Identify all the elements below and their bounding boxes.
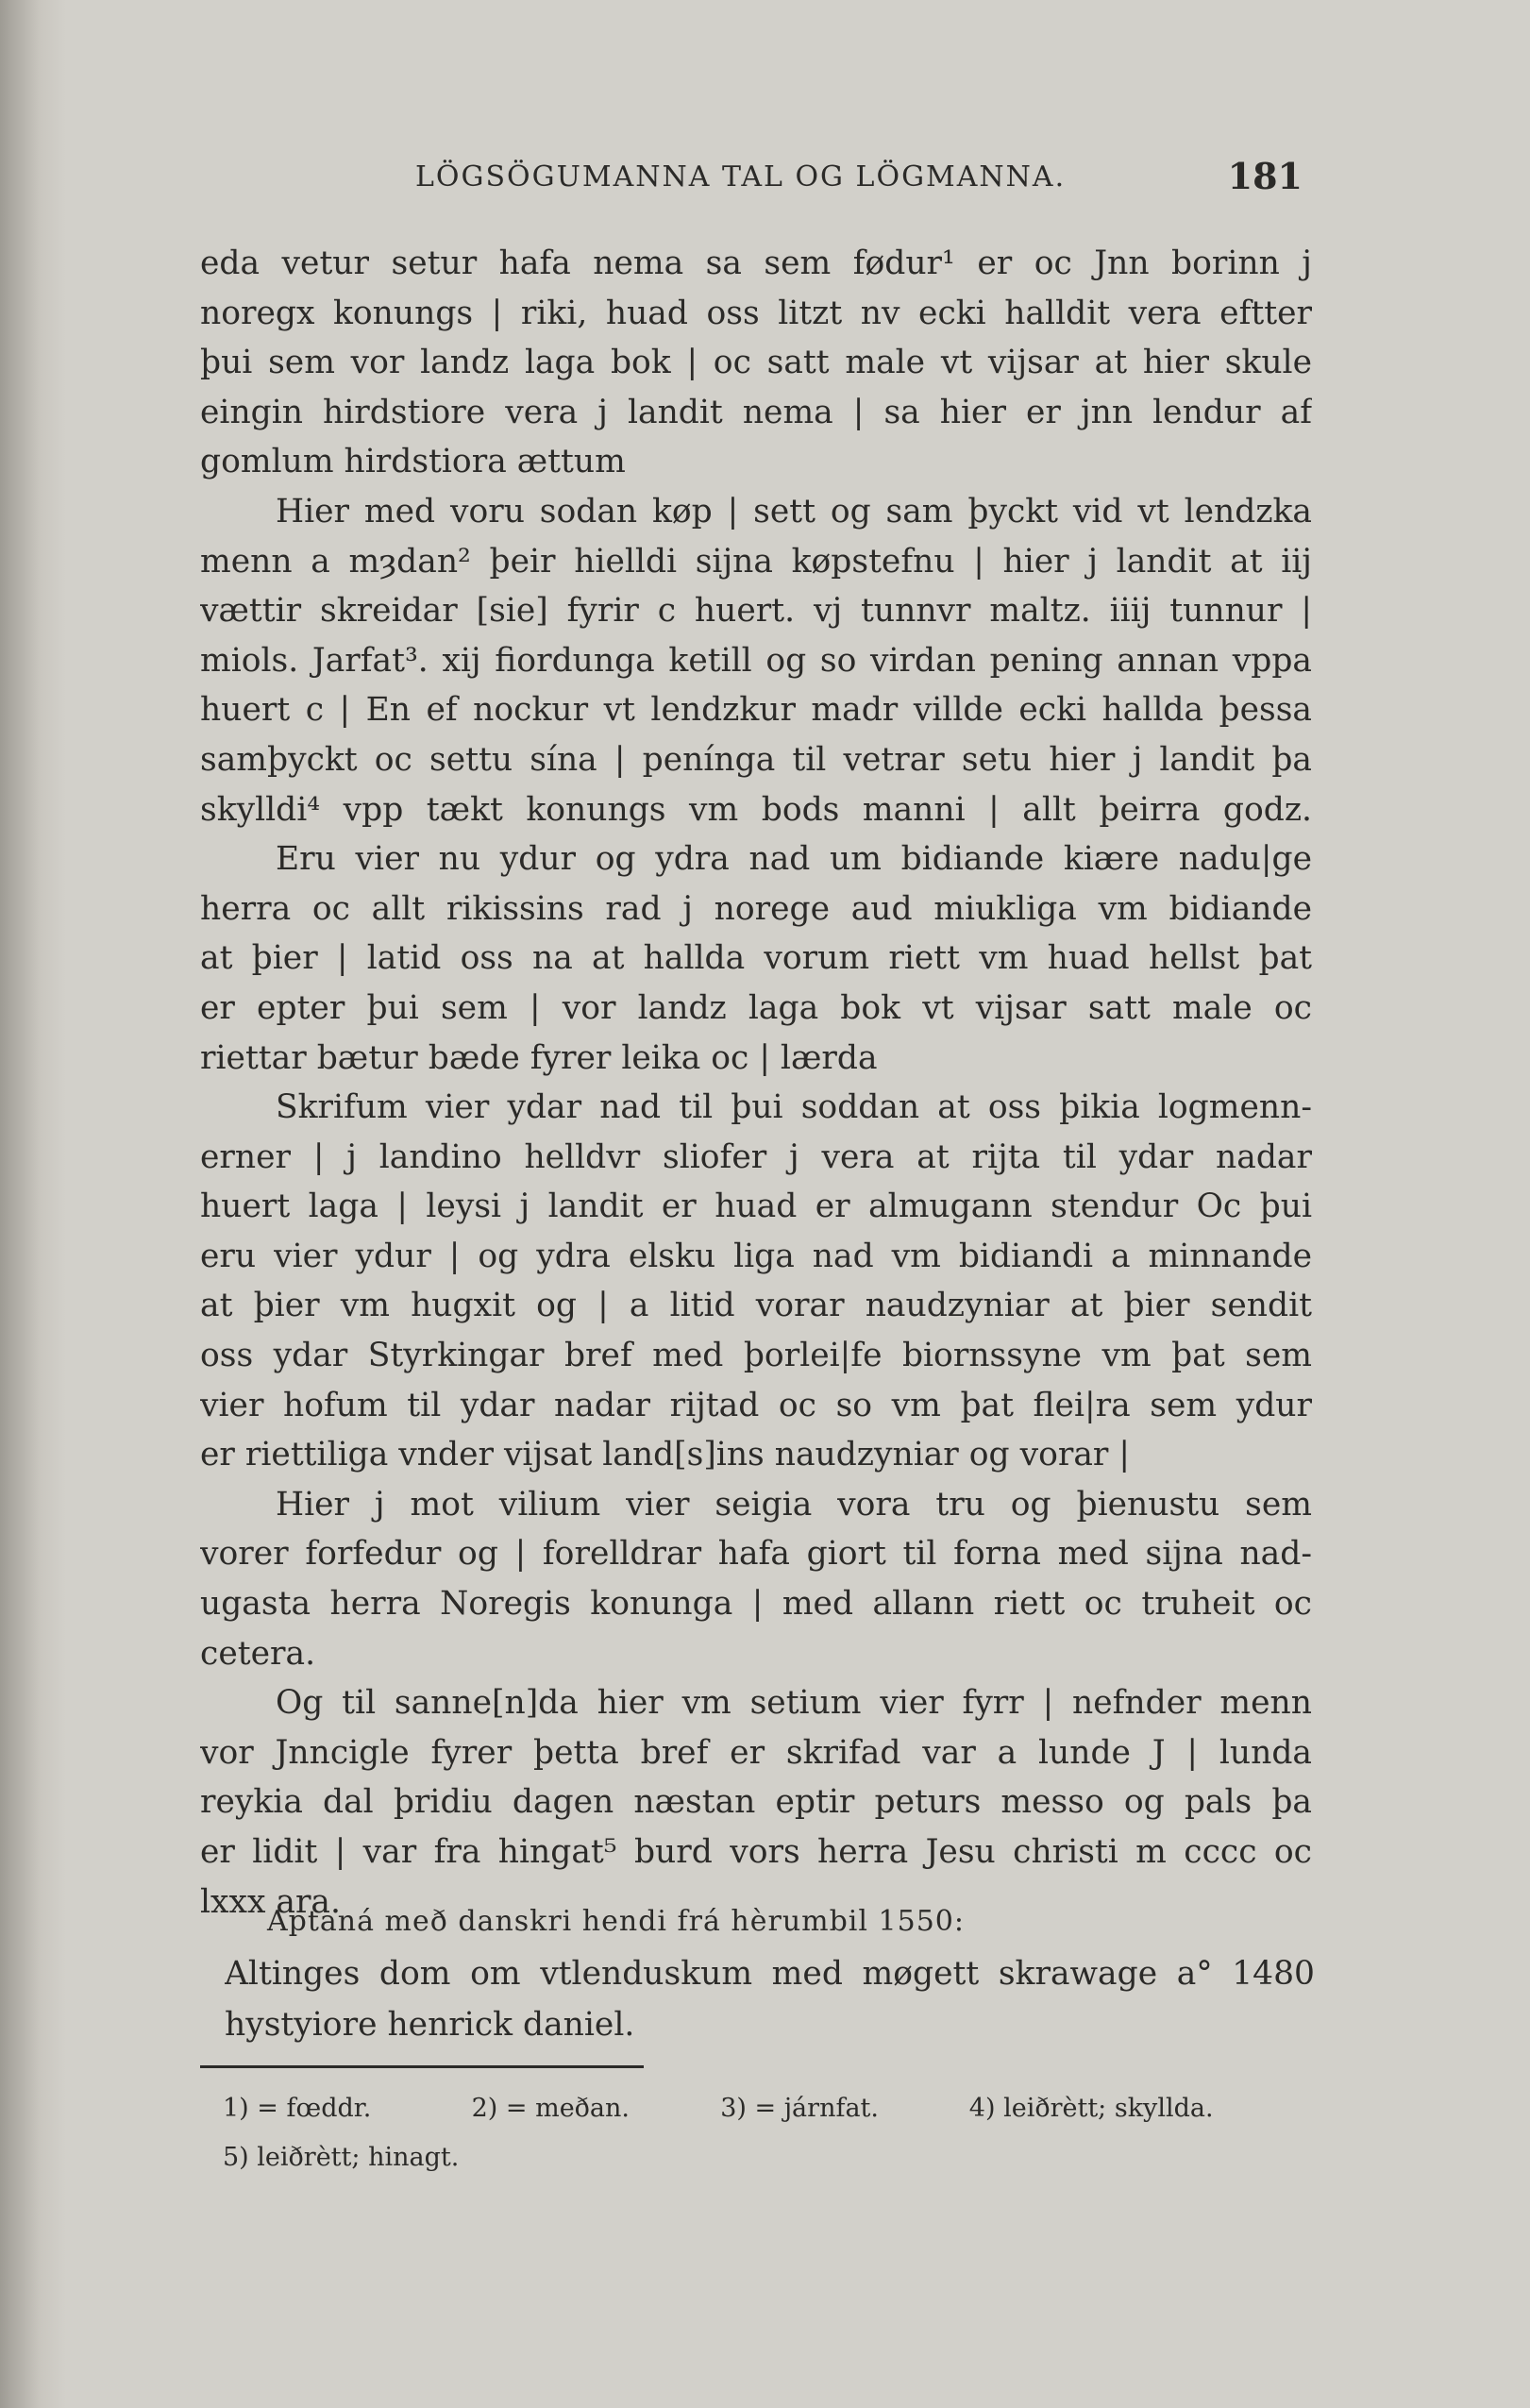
text-line: noregx konungs | riki, huad oss litzt nv ecki halldit vera eftter xyxy=(200,294,1312,332)
text-line: at þier | latid oss na at hallda vorum riett vm huad hellst þat xyxy=(200,939,1312,978)
page-number: 181 xyxy=(1227,155,1303,197)
quote-line: Altinges dom om vtlenduskum med møgett skrawage a° 1480 xyxy=(225,1955,1315,1993)
text-line: eda vetur setur hafa nema sa sem fødur¹ er oc Jnn borinn j xyxy=(200,244,1312,282)
text-line: þui sem vor landz laga bok | oc satt male vt vijsar at hier skule xyxy=(200,344,1312,382)
text-line: oss ydar Styrkingar bref med þorlei|fe biornssyne vm þat sem xyxy=(200,1337,1312,1375)
text-line: ugasta herra Noregis konunga | med allann riett oc truheit oc xyxy=(200,1585,1312,1624)
text-line: riettar bætur bæde fyrer leika oc | lærda xyxy=(200,1038,878,1077)
text-line: huert laga | leysi j landit er huad er almugann stendur Oc þui xyxy=(200,1187,1312,1226)
running-title: LÖGSÖGUMANNA TAL OG LÖGMANNA. xyxy=(415,160,1067,194)
text-line: Skrifum vier ydar nad til þui soddan at oss þikia logmenn- xyxy=(276,1088,1312,1127)
text-line: herra oc allt rikissins rad j norege aud miukliga vm bidiande xyxy=(200,889,1312,928)
text-line: vor Jnncigle fyrer þetta bref er skrifad var a lunde J | lunda xyxy=(200,1733,1312,1772)
text-line: er lidit | var fra hingat⁵ burd vors herra Jesu christi m cccc oc xyxy=(200,1833,1312,1871)
text-line: at þier vm hugxit og | a litid vorar naudzyniar at þier sendit xyxy=(200,1287,1312,1325)
text-line: er riettiliga vnder vijsat land[s]ins naudzyniar og vorar | xyxy=(200,1436,1130,1474)
text-line: miols. Jarfat³. xij fiordunga ketill og so virdan pening annan vppa xyxy=(200,641,1312,680)
footnote: 1) = fœddr. xyxy=(223,2094,372,2123)
text-line: eingin hirdstiore vera j landit nema | sa hier er jnn lendur af xyxy=(200,393,1312,431)
footnote: 2) = meðan. xyxy=(471,2094,630,2123)
text-line: Eru vier nu ydur og ydra nad um bidiande kiære nadu|ge xyxy=(276,840,1312,879)
footnote: 4) leiðrètt; skyllda. xyxy=(968,2094,1214,2123)
text-line: skylldi⁴ vpp tækt konungs vm bods manni | allt þeirra godz. xyxy=(200,790,1312,829)
text-line: huert c | En ef nockur vt lendzkur madr villde ecki hallda þessa xyxy=(200,691,1312,730)
quoted-title xyxy=(225,1948,1315,2050)
page-header xyxy=(415,142,1303,208)
text-line: cetera. xyxy=(200,1634,316,1673)
text-line: eru vier ydur | og ydra elsku liga nad vm bidiandi a minnande xyxy=(200,1237,1312,1275)
text-line: Hier med voru sodan køp | sett og sam þyckt vid vt lendzka xyxy=(276,492,1312,530)
text-line: erner | j landino helldvr sliofer j vera at rijta til ydar nadar xyxy=(200,1137,1312,1176)
text-line: Og til sanne[n]da hier vm setium vier fyrr | nefnder menn xyxy=(276,1684,1312,1723)
text-line: er epter þui sem | vor landz laga bok vt vijsar satt male oc xyxy=(200,988,1312,1027)
text-line: reykia dal þridiu dagen næstan eptir peturs messo og pals þa xyxy=(200,1783,1312,1822)
footnote: 5) leiðrètt; hinagt. xyxy=(223,2143,460,2172)
text-line: vættir skreidar [sie] fyrir c huert. vj tunnvr maltz. iiij tunnur | xyxy=(200,592,1312,631)
text-line: Hier j mot vilium vier seigia vora tru og þienustu sem xyxy=(276,1485,1312,1524)
text-line: vier hofum til ydar nadar rijtad oc so vm þat flei|ra sem ydur xyxy=(200,1386,1312,1424)
source-note: Aptaná með danskri hendi frá hèrumbil 1550: xyxy=(267,1905,965,1938)
binding-gutter xyxy=(0,0,66,2408)
body-text xyxy=(200,239,1312,1927)
text-line: menn a mȝdan² þeir hielldi sijna køpstefnu | hier j landit at iij xyxy=(200,542,1312,581)
text-line: vorer forfedur og | forelldrar hafa giort til forna med sijna nad- xyxy=(200,1535,1312,1574)
footnote: 3) = járnfat. xyxy=(720,2094,879,2123)
text-line: samþyckt oc settu sína | penínga til vetrar setu hier j landit þa xyxy=(200,740,1312,779)
footnotes xyxy=(223,2084,1318,2182)
text-line: gomlum hirdstiora ættum xyxy=(200,443,626,481)
quote-line: hystyiore henrick daniel. xyxy=(225,2006,635,2044)
footnote-rule xyxy=(200,2065,644,2068)
text-line: lxxx ara. xyxy=(200,1882,341,1921)
